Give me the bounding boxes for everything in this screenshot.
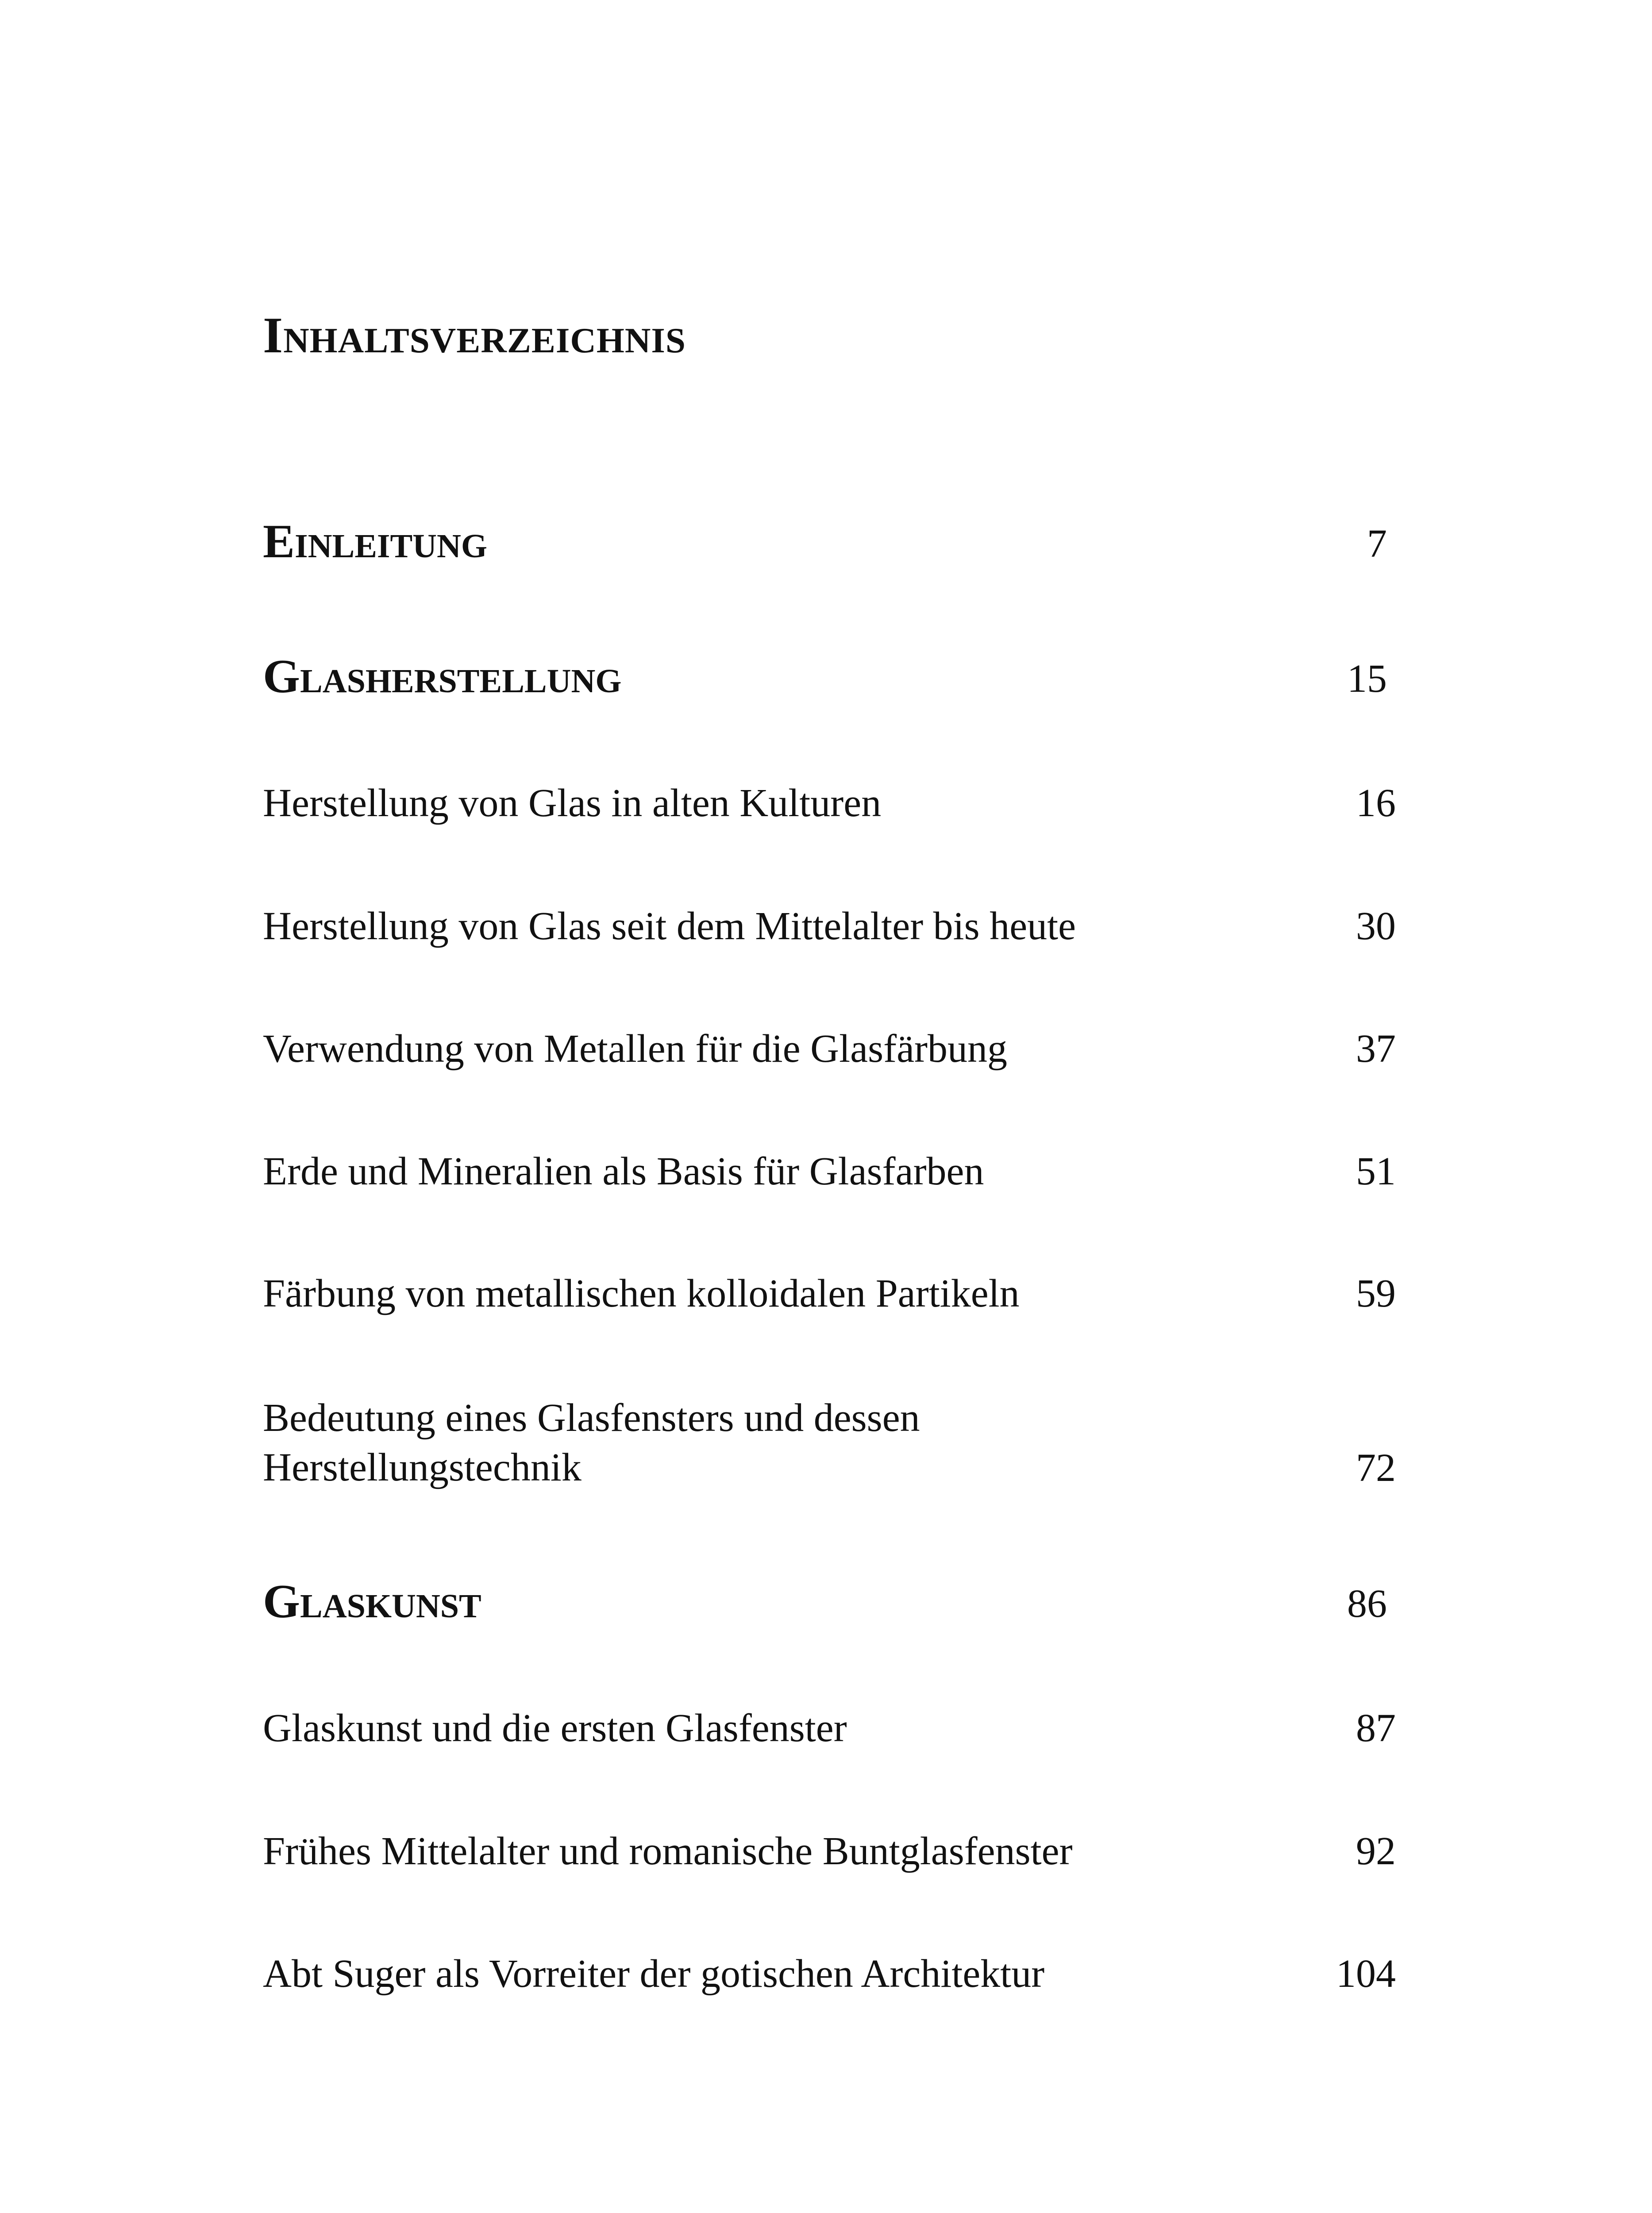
page-number: 37 xyxy=(1356,1027,1396,1071)
section-title xyxy=(263,1393,920,1492)
section-title-line-2: Herstellungstechnik xyxy=(263,1446,581,1489)
page-number: 7 xyxy=(1367,522,1387,566)
page-number: 86 xyxy=(1347,1582,1387,1626)
page-number: 104 xyxy=(1336,1952,1396,1996)
chapter-title: Glaskunst xyxy=(263,1575,481,1628)
page-number: 51 xyxy=(1356,1149,1396,1193)
section-title: Färbung von metallischen kolloidalen Partikeln xyxy=(263,1272,1020,1315)
section-title: Herstellung von Glas seit dem Mittelalter bis heute xyxy=(263,904,1076,948)
section-title: Verwendung von Metallen für die Glasfärbung xyxy=(263,1027,1008,1071)
section-title: Frühes Mittelalter und romanische Buntglasfenster xyxy=(263,1829,1073,1873)
page-number: 16 xyxy=(1356,781,1396,825)
section-title: Herstellung von Glas in alten Kulturen xyxy=(263,781,882,825)
section-title: Glaskunst und die ersten Glasfenster xyxy=(263,1706,847,1750)
page-number: 72 xyxy=(1356,1446,1396,1490)
section-title: Erde und Mineralien als Basis für Glasfarben xyxy=(263,1149,984,1193)
page-title: Inhaltsverzeichnis xyxy=(263,307,686,364)
page-number: 87 xyxy=(1356,1706,1396,1750)
page-number: 92 xyxy=(1356,1829,1396,1873)
chapter-title: Einleitung xyxy=(263,515,488,568)
page-number: 15 xyxy=(1347,657,1387,701)
section-title: Abt Suger als Vorreiter der gotischen Architektur xyxy=(263,1952,1045,1996)
chapter-title: Glasherstellung xyxy=(263,650,622,703)
section-title-line-1: Bedeutung eines Glasfensters und dessen xyxy=(263,1396,920,1440)
page-number: 59 xyxy=(1356,1272,1396,1315)
page-number: 30 xyxy=(1356,904,1396,948)
